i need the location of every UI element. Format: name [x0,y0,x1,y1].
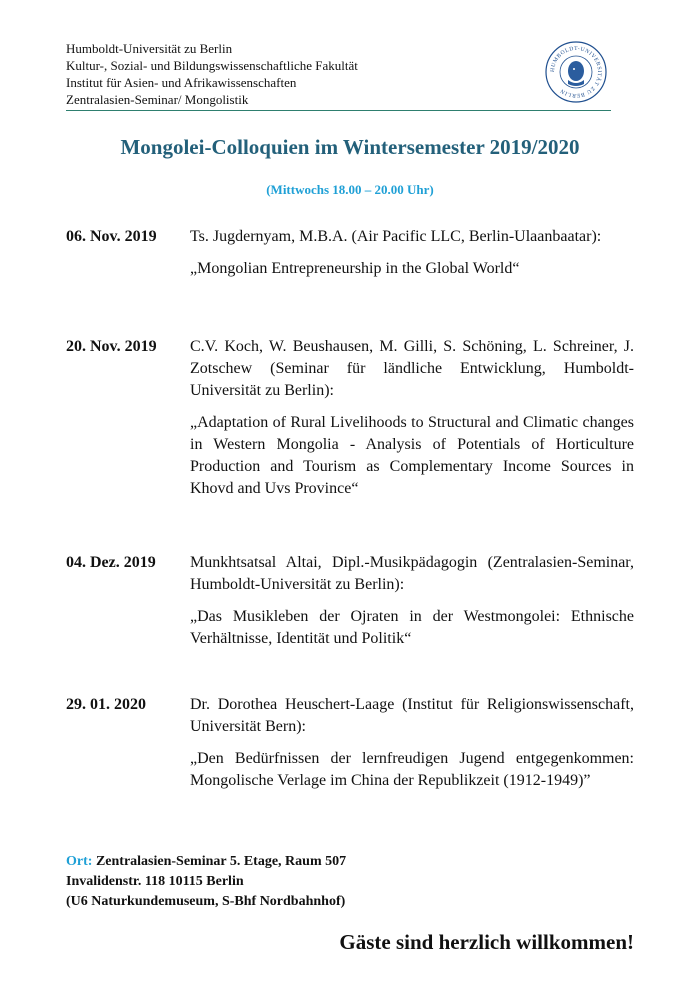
header-line-university: Humboldt-Universität zu Berlin [66,41,233,56]
event-talk-title: „Adaptation of Rural Livelihoods to Structural and Climatic changes in Western Mongolia - Analysis of Potentials of Horticulture Production and Tourism as Complementary Income Sources in Khovd and Uvs Province“ [190,414,634,497]
institution-header [66,40,358,108]
header-line-institute: Institut für Asien- und Afrikawissenschaften [66,75,297,90]
event-date: 04. Dez. 2019 [66,554,156,571]
event-talk-title: „Das Musikleben der Ojraten in der Westmongolei: Ethnische Verhältnisse, Identität und Politik“ [190,608,634,647]
header-line-faculty: Kultur-, Sozial- und Bildungswissenschaftliche Fakultät [66,58,358,73]
event-date: 06. Nov. 2019 [66,228,157,245]
welcome-message: Gäste sind herzlich willkommen! [339,930,634,954]
event-date: 29. 01. 2020 [66,696,146,713]
event-talk-title: „Mongolian Entrepreneurship in the Global World“ [190,260,520,277]
header-divider [66,110,611,111]
location-block [66,852,346,912]
seal-text: HUMBOLDT-UNIVERSITÄT ZU BERLIN [549,45,603,99]
header-line-seminar: Zentralasien-Seminar/ Mongolistik [66,92,249,107]
event-entry [66,336,634,500]
event-entry [66,694,634,792]
event-entry [66,552,634,650]
university-seal-logo [544,40,608,104]
event-talk-title: „Den Bedürfnissen der lernfreudigen Jugend entgegenkommen: Mongolische Verlage im China der Republikzeit (1912-1949)” [190,750,634,789]
page-title: Mongolei-Colloquien im Wintersemester 2019/2020 [120,135,580,159]
location-address: Invalidenstr. 118 10115 Berlin [66,874,244,889]
location-transit: (U6 Naturkundemuseum, S-Bhf Nordbahnhof) [66,894,346,909]
event-entry [66,226,634,280]
location-label: Ort: [66,854,93,869]
event-date: 20. Nov. 2019 [66,338,157,355]
location-room: Zentralasien-Seminar 5. Etage, Raum 507 [95,854,347,869]
event-speaker: Munkhtsatsal Altai, Dipl.-Musikpädagogin (Zentralasien-Seminar, Humboldt-Universität zu Berlin): [190,554,634,593]
time-subtitle: (Mittwochs 18.00 – 20.00 Uhr) [266,182,434,197]
event-speaker: Dr. Dorothea Heuschert-Laage (Institut für Religionswissenschaft, Universität Bern): [190,696,634,735]
event-speaker: Ts. Jugdernyam, M.B.A. (Air Pacific LLC, Berlin-Ulaanbaatar): [190,228,602,245]
event-speaker: C.V. Koch, W. Beushausen, M. Gilli, S. Schöning, L. Schreiner, J. Zotschew (Seminar für ländliche Entwicklung, Humboldt-Universität zu Berlin): [190,338,634,399]
